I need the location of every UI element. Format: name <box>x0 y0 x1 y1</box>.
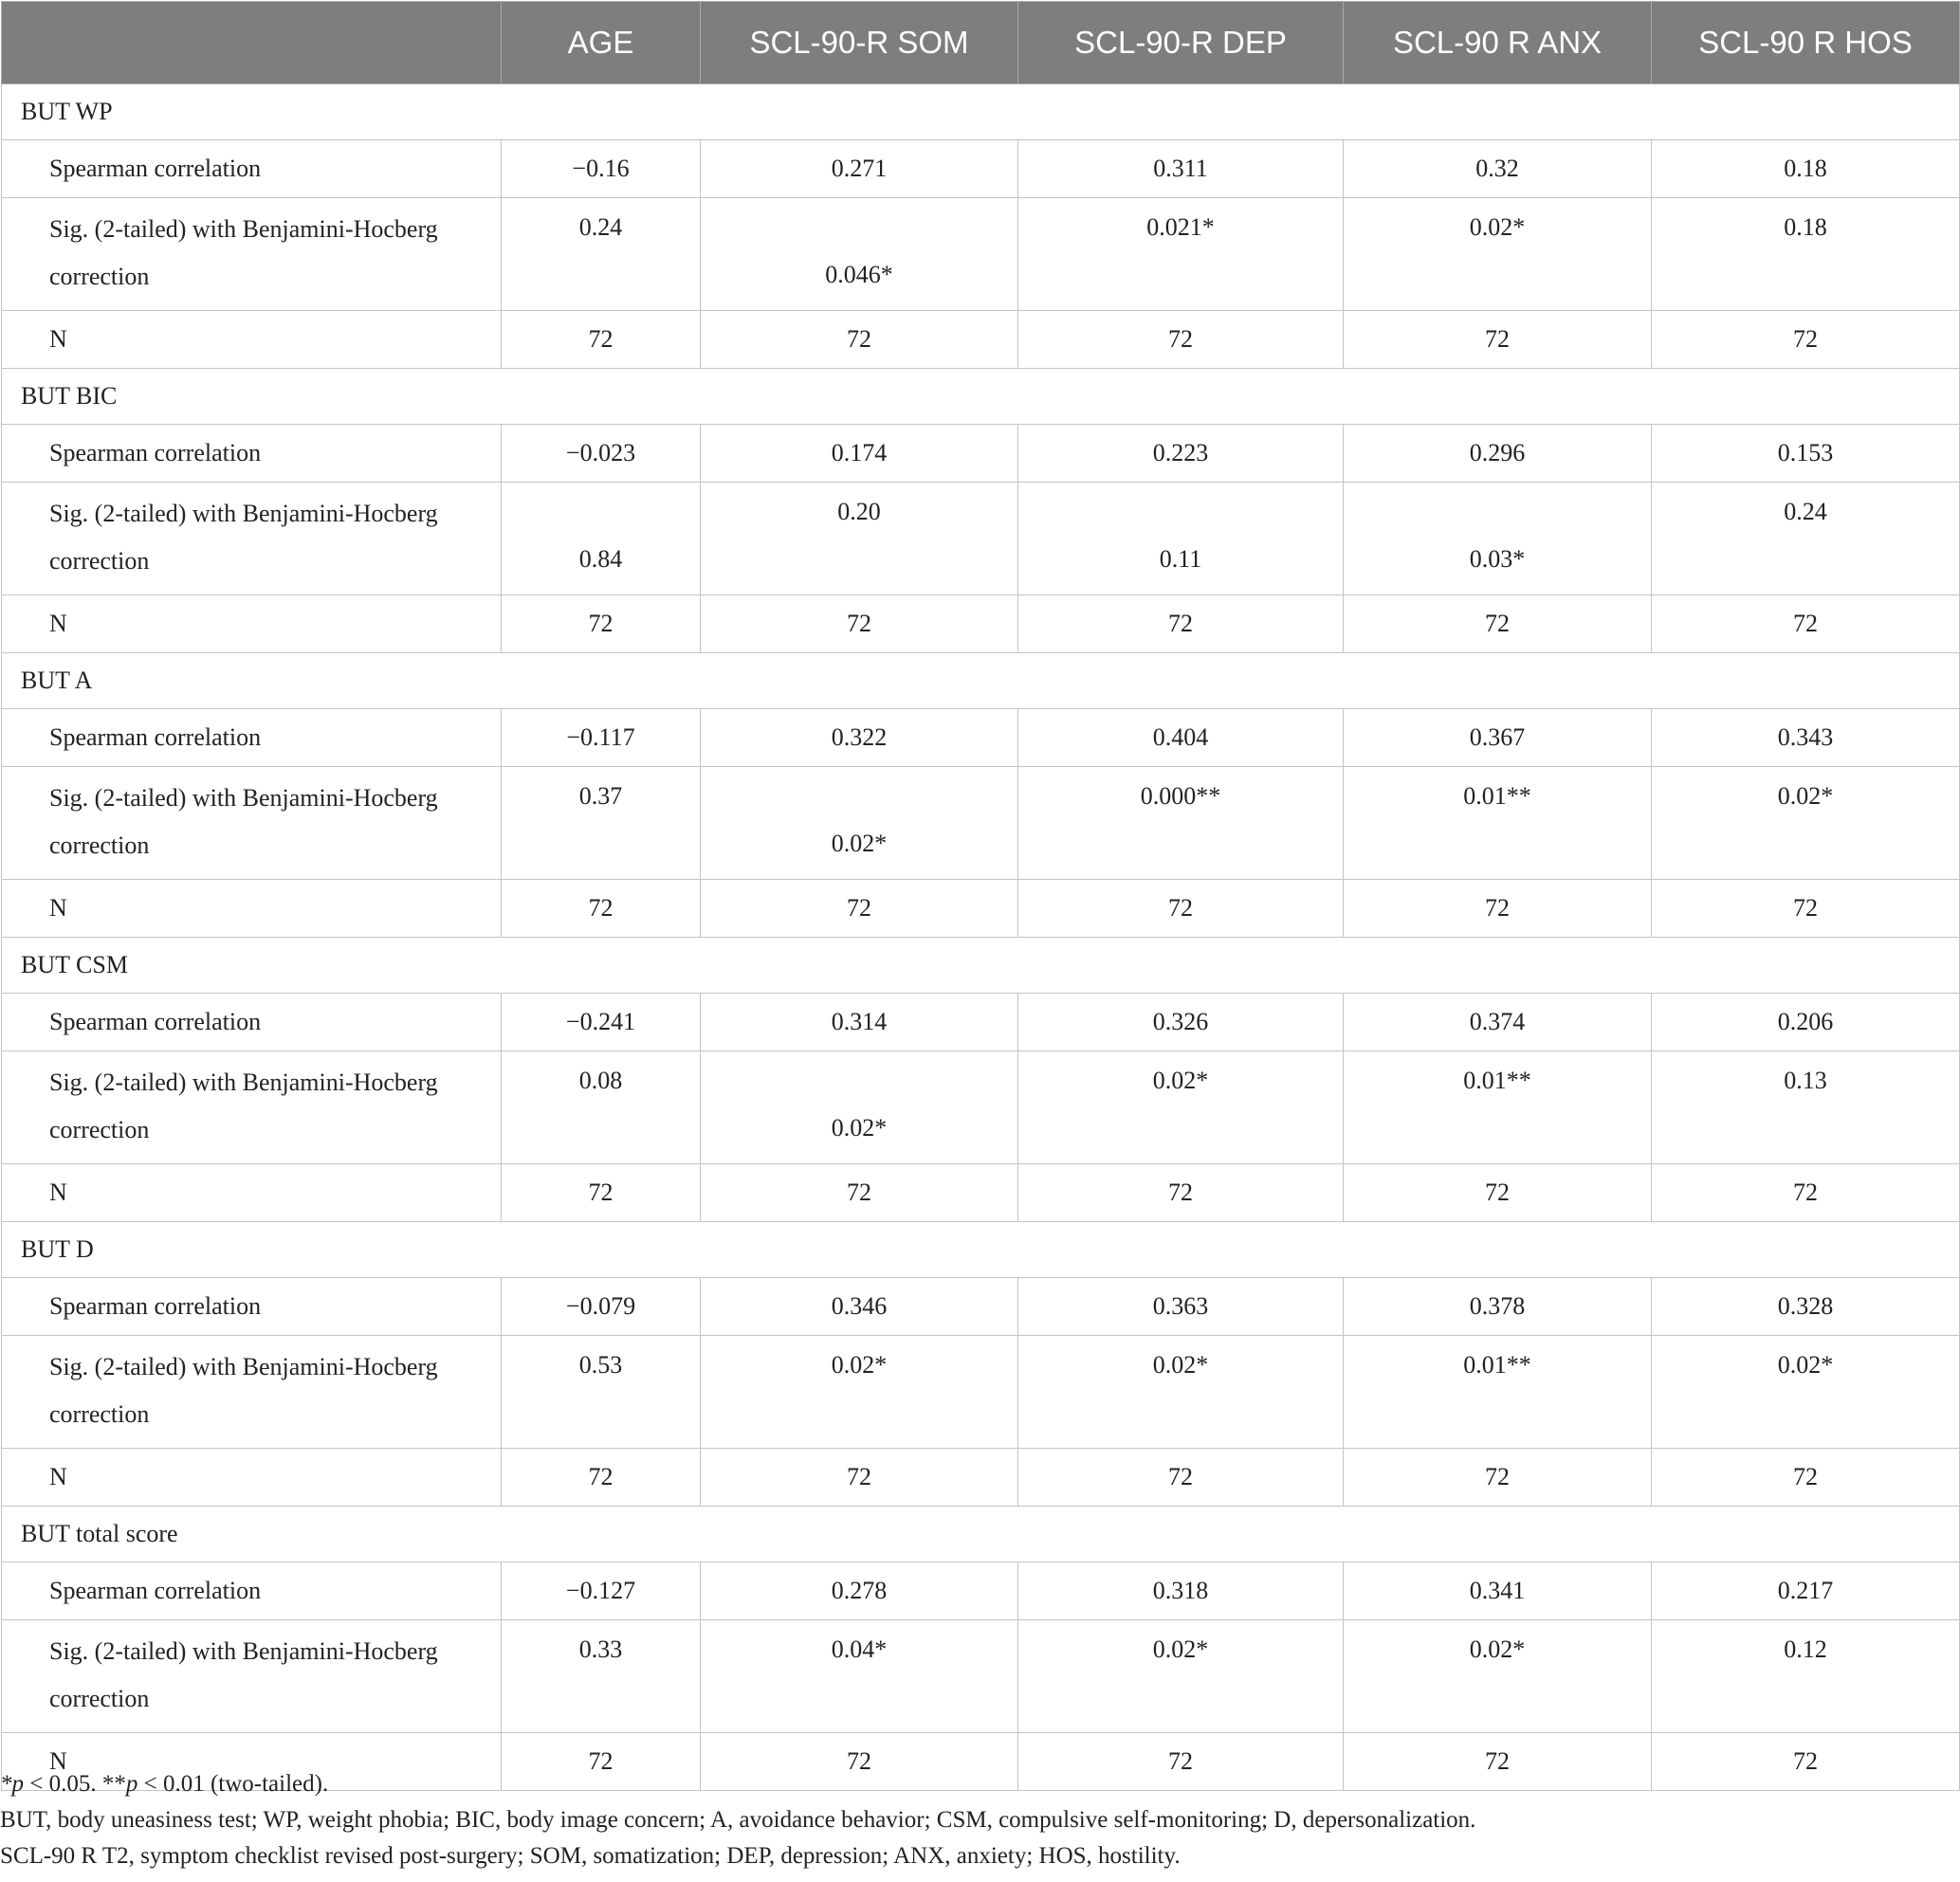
table-row <box>2 483 1960 595</box>
cell-som: 0.174 <box>701 425 1018 483</box>
group-header-row <box>2 84 1960 140</box>
group-title: BUT WP <box>2 84 1960 140</box>
cell-som: 0.346 <box>701 1278 1018 1336</box>
cell-age: −0.117 <box>502 709 701 767</box>
cell-anx <box>1344 198 1652 311</box>
cell-value: 0.33 <box>578 1635 623 1663</box>
cell-anx: 0.32 <box>1344 140 1652 198</box>
cell-hos: 0.343 <box>1652 709 1960 767</box>
cell-hos: 72 <box>1652 1733 1960 1791</box>
cell-value: 0.37 <box>578 782 623 810</box>
table-row <box>2 140 1960 198</box>
cell-value: 0.02* <box>1777 782 1834 810</box>
cell-som: 72 <box>701 1733 1018 1791</box>
cell-hos <box>1652 483 1960 595</box>
table-row <box>2 311 1960 369</box>
cell-dep: 72 <box>1018 311 1344 369</box>
cell-som: 72 <box>701 1449 1018 1507</box>
cell-dep: 0.311 <box>1018 140 1344 198</box>
cell-value: 0.02* <box>1152 1067 1209 1094</box>
table-row <box>2 767 1960 880</box>
column-header-dep: SCL-90-R DEP <box>1018 2 1344 84</box>
cell-dep: 0.363 <box>1018 1278 1344 1336</box>
cell-som: 72 <box>701 880 1018 938</box>
correlation-table <box>1 1 1960 1791</box>
table-row <box>2 1278 1960 1336</box>
cell-som: 0.271 <box>701 140 1018 198</box>
group-title: BUT total score <box>2 1507 1960 1562</box>
cell-age <box>502 483 701 595</box>
cell-dep: 72 <box>1018 1733 1344 1791</box>
column-header-age: AGE <box>502 2 701 84</box>
cell-dep <box>1018 198 1344 311</box>
cell-value: 0.02* <box>1469 1635 1526 1663</box>
cell-age <box>502 198 701 311</box>
row-label: Sig. (2-tailed) with Benjamini-Hocberg correction <box>2 767 502 880</box>
table-row <box>2 709 1960 767</box>
table-row <box>2 1449 1960 1507</box>
cell-hos: 0.206 <box>1652 994 1960 1051</box>
cell-anx: 0.367 <box>1344 709 1652 767</box>
cell-value: 0.53 <box>578 1351 623 1379</box>
table-row <box>2 880 1960 938</box>
cell-anx: 72 <box>1344 595 1652 653</box>
cell-hos <box>1652 1336 1960 1449</box>
cell-anx <box>1344 1051 1652 1164</box>
cell-som: 72 <box>701 311 1018 369</box>
row-label: Sig. (2-tailed) with Benjamini-Hocberg correction <box>2 1620 502 1733</box>
footnote-scl-abbreviations: SCL-90 R T2, symptom checklist revised post-surgery; SOM, somatization; DEP, depression; ANX, anxiety; HOS, hostility. <box>0 1843 1181 1869</box>
cell-dep: 72 <box>1018 1449 1344 1507</box>
cell-hos: 0.153 <box>1652 425 1960 483</box>
cell-age <box>502 1336 701 1449</box>
group-header-row <box>2 1222 1960 1278</box>
cell-hos: 0.328 <box>1652 1278 1960 1336</box>
cell-anx <box>1344 767 1652 880</box>
cell-value: 0.12 <box>1784 1635 1827 1663</box>
group-title: BUT CSM <box>2 938 1960 994</box>
row-label: N <box>2 880 502 938</box>
cell-age <box>502 1620 701 1733</box>
row-label: N <box>2 311 502 369</box>
footnote-significance: *p < 0.05. **p < 0.01 (two-tailed). <box>0 1771 329 1797</box>
cell-value: 0.02* <box>1469 213 1526 241</box>
cell-anx: 0.296 <box>1344 425 1652 483</box>
cell-value: 0.03* <box>1469 545 1526 573</box>
cell-hos <box>1652 767 1960 880</box>
row-label: Spearman correlation <box>2 709 502 767</box>
table-row <box>2 994 1960 1051</box>
cell-age: 72 <box>502 1449 701 1507</box>
cell-hos <box>1652 1051 1960 1164</box>
table-header-row <box>2 2 1960 84</box>
table-row <box>2 1051 1960 1164</box>
cell-hos: 72 <box>1652 1164 1960 1222</box>
cell-anx <box>1344 1620 1652 1733</box>
cell-value: 0.18 <box>1784 213 1827 241</box>
cell-hos: 72 <box>1652 1449 1960 1507</box>
row-label: N <box>2 1449 502 1507</box>
cell-hos: 72 <box>1652 595 1960 653</box>
row-label: N <box>2 1733 502 1791</box>
cell-som <box>701 1620 1018 1733</box>
cell-value: 0.08 <box>578 1067 623 1094</box>
cell-som: 72 <box>701 1164 1018 1222</box>
cell-anx: 72 <box>1344 880 1652 938</box>
cell-anx <box>1344 483 1652 595</box>
cell-value: 0.01** <box>1463 782 1531 810</box>
group-title: BUT BIC <box>2 369 1960 425</box>
row-label: Sig. (2-tailed) with Benjamini-Hocberg correction <box>2 483 502 595</box>
table-row <box>2 1562 1960 1620</box>
cell-value: 0.02* <box>1152 1351 1209 1379</box>
group-header-row <box>2 653 1960 709</box>
cell-anx: 0.341 <box>1344 1562 1652 1620</box>
cell-age: 72 <box>502 595 701 653</box>
footnote-but-abbreviations: BUT, body uneasiness test; WP, weight phobia; BIC, body image concern; A, avoidance behavior; CSM, compulsive self-monitoring; D, depersonalization. <box>0 1807 1476 1833</box>
column-header-som: SCL-90-R SOM <box>701 2 1018 84</box>
cell-som <box>701 1051 1018 1164</box>
cell-som: 0.314 <box>701 994 1018 1051</box>
cell-dep: 0.404 <box>1018 709 1344 767</box>
group-header-row <box>2 369 1960 425</box>
row-label: Spearman correlation <box>2 1278 502 1336</box>
cell-dep: 0.223 <box>1018 425 1344 483</box>
row-label: Spearman correlation <box>2 425 502 483</box>
cell-hos: 0.217 <box>1652 1562 1960 1620</box>
table-footnotes <box>0 1766 1960 1874</box>
cell-age <box>502 767 701 880</box>
cell-value: 0.046* <box>825 261 893 288</box>
cell-value: 0.01** <box>1463 1351 1531 1379</box>
cell-age <box>502 1051 701 1164</box>
cell-age: −0.079 <box>502 1278 701 1336</box>
column-header-anx: SCL-90 R ANX <box>1344 2 1652 84</box>
cell-anx: 72 <box>1344 1449 1652 1507</box>
table-row <box>2 1164 1960 1222</box>
cell-value: 0.000** <box>1140 782 1221 810</box>
cell-hos <box>1652 1620 1960 1733</box>
cell-anx: 72 <box>1344 1733 1652 1791</box>
cell-som: 0.278 <box>701 1562 1018 1620</box>
table-row <box>2 1620 1960 1733</box>
cell-som: 72 <box>701 595 1018 653</box>
cell-value: 0.02* <box>1152 1635 1209 1663</box>
group-header-row <box>2 938 1960 994</box>
cell-dep: 0.318 <box>1018 1562 1344 1620</box>
table-row <box>2 595 1960 653</box>
cell-dep <box>1018 767 1344 880</box>
cell-age: 72 <box>502 1164 701 1222</box>
cell-hos <box>1652 198 1960 311</box>
cell-value: 0.01** <box>1463 1067 1531 1094</box>
group-title: BUT D <box>2 1222 1960 1278</box>
cell-dep: 72 <box>1018 595 1344 653</box>
column-header-blank <box>2 2 502 84</box>
cell-age: 72 <box>502 311 701 369</box>
cell-value: 0.02* <box>831 830 888 857</box>
cell-age: 72 <box>502 1733 701 1791</box>
table-body <box>2 84 1960 1791</box>
cell-anx: 72 <box>1344 1164 1652 1222</box>
cell-som <box>701 483 1018 595</box>
cell-value: 0.11 <box>1159 545 1202 573</box>
cell-hos: 72 <box>1652 880 1960 938</box>
row-label: Sig. (2-tailed) with Benjamini-Hocberg correction <box>2 198 502 311</box>
table-row <box>2 425 1960 483</box>
cell-value: 0.24 <box>1784 498 1827 525</box>
table-row <box>2 1336 1960 1449</box>
cell-value: 0.84 <box>578 545 623 573</box>
table-row <box>2 198 1960 311</box>
cell-anx: 0.374 <box>1344 994 1652 1051</box>
cell-dep <box>1018 1336 1344 1449</box>
row-label: Spearman correlation <box>2 1562 502 1620</box>
cell-dep <box>1018 1620 1344 1733</box>
row-label: Spearman correlation <box>2 994 502 1051</box>
cell-dep: 0.326 <box>1018 994 1344 1051</box>
cell-value: 0.021* <box>1146 213 1215 241</box>
cell-som <box>701 767 1018 880</box>
cell-age: −0.023 <box>502 425 701 483</box>
cell-som: 0.322 <box>701 709 1018 767</box>
group-title: BUT A <box>2 653 1960 709</box>
cell-dep <box>1018 1051 1344 1164</box>
cell-value: 0.24 <box>578 213 623 241</box>
row-label: Sig. (2-tailed) with Benjamini-Hocberg correction <box>2 1051 502 1164</box>
cell-value: 0.02* <box>1777 1351 1834 1379</box>
cell-som <box>701 198 1018 311</box>
cell-dep: 72 <box>1018 880 1344 938</box>
row-label: Sig. (2-tailed) with Benjamini-Hocberg correction <box>2 1336 502 1449</box>
group-header-row <box>2 1507 1960 1562</box>
cell-dep: 72 <box>1018 1164 1344 1222</box>
cell-value: 0.02* <box>831 1351 888 1379</box>
cell-value: 0.04* <box>831 1635 888 1663</box>
cell-value: 0.02* <box>831 1114 888 1142</box>
cell-som <box>701 1336 1018 1449</box>
cell-anx: 72 <box>1344 311 1652 369</box>
column-header-hos: SCL-90 R HOS <box>1652 2 1960 84</box>
cell-anx: 0.378 <box>1344 1278 1652 1336</box>
row-label: Spearman correlation <box>2 140 502 198</box>
row-label: N <box>2 1164 502 1222</box>
cell-hos: 72 <box>1652 311 1960 369</box>
cell-age: −0.127 <box>502 1562 701 1620</box>
cell-value: 0.20 <box>837 498 881 525</box>
cell-age: −0.241 <box>502 994 701 1051</box>
cell-hos: 0.18 <box>1652 140 1960 198</box>
cell-dep <box>1018 483 1344 595</box>
row-label: N <box>2 595 502 653</box>
cell-anx <box>1344 1336 1652 1449</box>
cell-age: 72 <box>502 880 701 938</box>
cell-age: −0.16 <box>502 140 701 198</box>
cell-value: 0.13 <box>1784 1067 1827 1094</box>
